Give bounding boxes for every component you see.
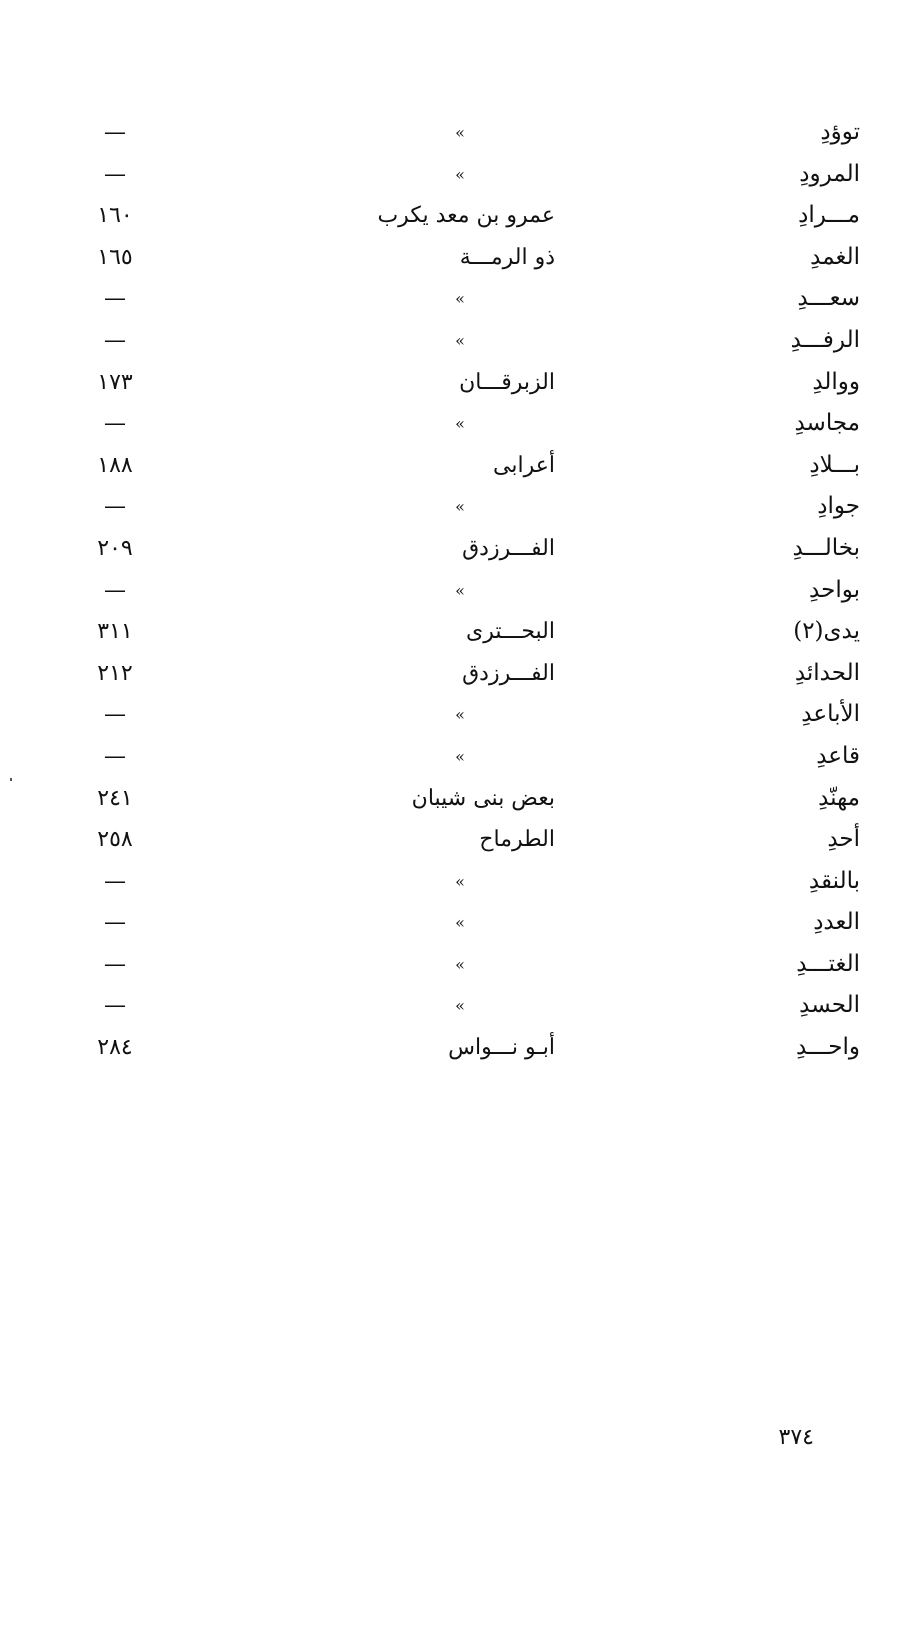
page-reference: ١٦٠ [97, 203, 133, 229]
ditto-mark: » [455, 705, 465, 725]
page-reference: — [104, 494, 126, 520]
poet-name: عمرو بن معد يكرب [377, 203, 555, 229]
table-row [70, 486, 860, 528]
rhyme-index-table [70, 112, 860, 1069]
rhyme-word: واحـــدِ [795, 1034, 860, 1061]
poet-name: الفـــرزدق [462, 660, 555, 686]
poet-name: أبـو نـــواس [448, 1035, 555, 1061]
poet-name: بعض بنى شيبان [411, 785, 555, 811]
page-reference: — [104, 411, 126, 437]
rhyme-word: مجاسدِ [794, 410, 860, 437]
ditto-mark: » [455, 123, 465, 142]
rhyme-word: الأباعدِ [801, 701, 860, 728]
table-row [70, 1027, 860, 1069]
ditto-mark: » [455, 330, 465, 350]
rhyme-word: المرودِ [799, 160, 860, 187]
ditto-mark: » [455, 414, 465, 434]
table-row [70, 154, 860, 196]
rhyme-word: الرفـــدِ [790, 326, 860, 353]
rhyme-word: جوادِ [817, 493, 860, 520]
table-row [70, 237, 860, 279]
page-reference: ٢٠٩ [97, 535, 133, 561]
table-row [70, 902, 860, 944]
page-reference: — [104, 327, 126, 353]
table-row [70, 278, 860, 320]
ditto-mark: » [455, 289, 465, 309]
page-reference: — [104, 577, 126, 603]
rhyme-word: الحسدِ [799, 992, 860, 1019]
page-reference: — [104, 910, 126, 936]
ditto-mark: » [455, 746, 465, 766]
table-row [70, 985, 860, 1027]
table-row [70, 736, 860, 778]
page-reference: — [104, 743, 126, 769]
page-reference: ٢٤١ [97, 785, 133, 811]
poet-name: البحـــترى [466, 619, 555, 645]
margin-mark [10, 778, 12, 781]
rhyme-word: سعـــدِ [797, 285, 860, 312]
rhyme-word: الحدائدِ [794, 659, 860, 686]
table-row [70, 653, 860, 695]
rhyme-word: يدى(٢) [793, 618, 860, 645]
poet-name: الفـــرزدق [462, 535, 555, 561]
table-row [70, 403, 860, 445]
rhyme-word: بواحدِ [809, 576, 860, 603]
page-reference: — [104, 702, 126, 728]
table-row [70, 694, 860, 736]
rhyme-word: العددِ [813, 909, 860, 936]
poet-name: الطرماح [479, 827, 555, 853]
rhyme-word: الغتـــدِ [796, 950, 860, 977]
table-row [70, 528, 860, 570]
rhyme-word: توؤدِ [820, 119, 860, 145]
rhyme-word: بـــلادِ [809, 451, 860, 478]
ditto-mark: » [455, 871, 465, 891]
page-reference: ٢٨٤ [97, 1035, 133, 1061]
ditto-mark: » [455, 497, 465, 517]
poet-name: أعرابى [493, 452, 555, 478]
rhyme-word: مـــرادِ [798, 202, 860, 229]
poet-name: ذو الرمـــة [459, 244, 555, 270]
table-row [70, 778, 860, 820]
page-reference: — [104, 286, 126, 312]
page-reference: ٢١٢ [97, 660, 133, 686]
table-row [70, 944, 860, 986]
ditto-mark: » [455, 913, 465, 933]
rhyme-word: الغمدِ [810, 243, 860, 270]
ditto-mark: » [455, 996, 465, 1016]
page-reference: — [104, 161, 126, 187]
page-reference: ٢٥٨ [97, 827, 133, 853]
page-reference: — [104, 120, 126, 145]
page-reference: ١٨٨ [97, 452, 133, 478]
page-reference: — [104, 993, 126, 1019]
rhyme-word: أحدِ [827, 826, 860, 853]
ditto-mark: » [455, 954, 465, 974]
ditto-mark: » [455, 164, 465, 184]
table-row [70, 861, 860, 903]
ditto-mark: » [455, 580, 465, 600]
table-row [70, 819, 860, 861]
rhyme-word: ووالدِ [812, 368, 860, 395]
rhyme-word: مهنّدِ [818, 784, 860, 811]
page-number: ٣٧٤ [778, 1425, 814, 1450]
rhyme-word: قاعدِ [816, 742, 860, 769]
poet-name: الزبرقـــان [459, 369, 555, 395]
table-row [70, 362, 860, 404]
table-row [70, 445, 860, 487]
rhyme-word: بخالـــدِ [792, 534, 860, 561]
table-row [70, 611, 860, 653]
page-reference: ١٧٣ [97, 369, 133, 395]
table-row [70, 112, 860, 154]
rhyme-word: بالنقدِ [808, 867, 860, 894]
page-reference: ١٦٥ [97, 244, 133, 270]
page-reference: ٣١١ [97, 619, 133, 645]
table-row [70, 320, 860, 362]
table-row [70, 570, 860, 612]
page-reference: — [104, 951, 126, 977]
table-row [70, 195, 860, 237]
page-reference: — [104, 868, 126, 894]
